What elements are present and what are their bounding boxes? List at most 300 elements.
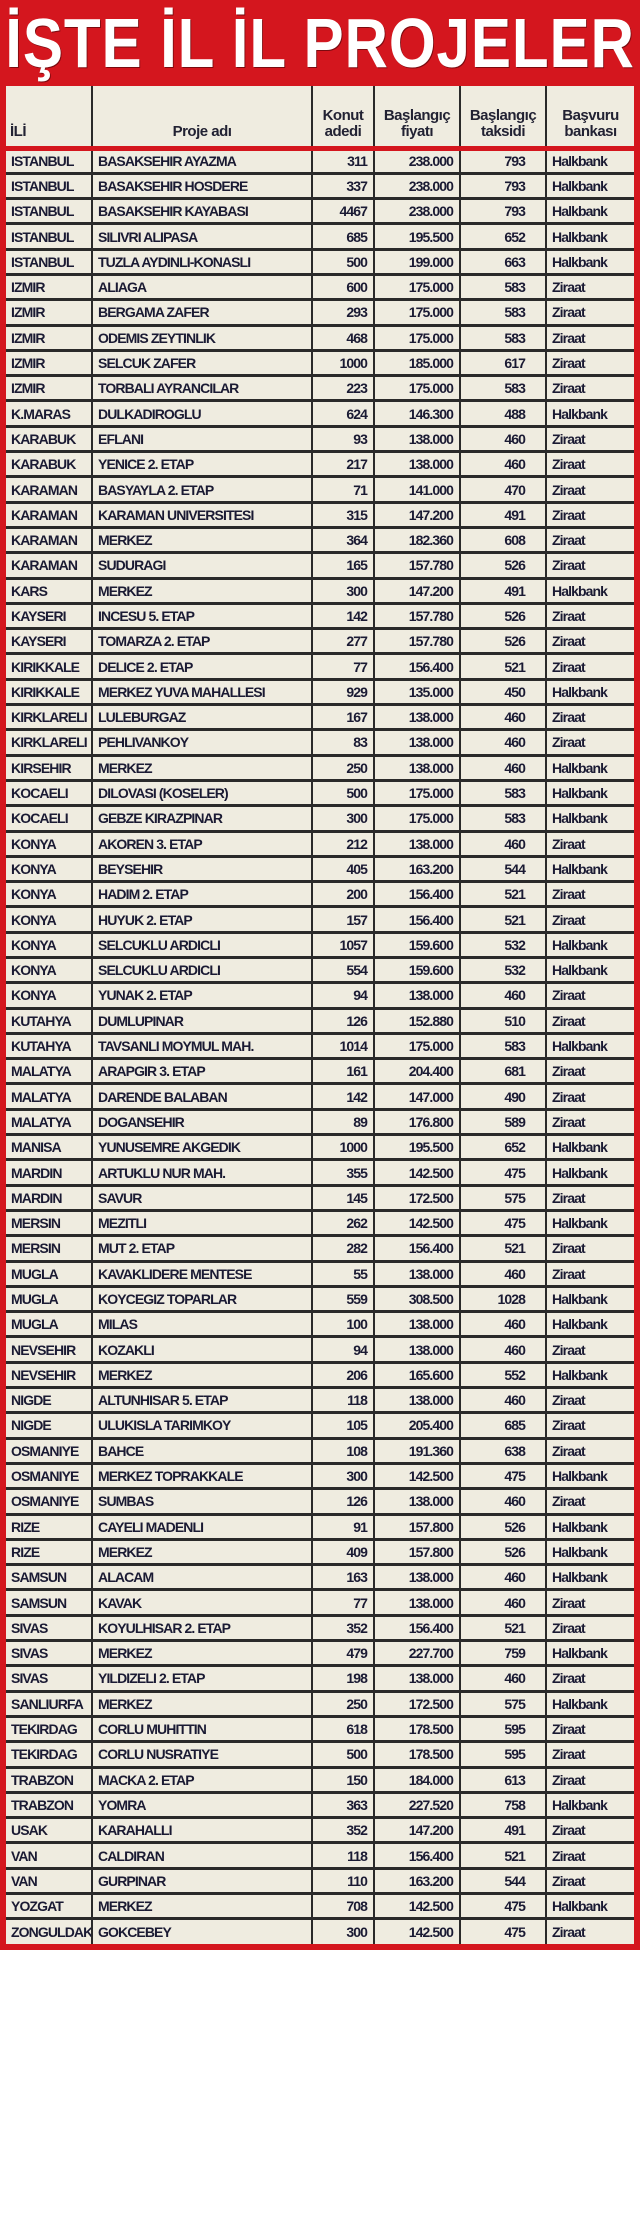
table-row bbox=[6, 1463, 634, 1488]
cell-starting-installment: 758 bbox=[460, 1792, 546, 1817]
cell-starting-price: 163.200 bbox=[374, 856, 460, 881]
cell-province: TRABZON bbox=[6, 1767, 92, 1792]
cell-starting-price: 172.500 bbox=[374, 1185, 460, 1210]
cell-starting-price: 178.500 bbox=[374, 1716, 460, 1741]
cell-province: KARABUK bbox=[6, 452, 92, 477]
cell-housing-count: 94 bbox=[312, 983, 374, 1008]
cell-application-bank: Ziraat bbox=[546, 1843, 634, 1868]
cell-province: TRABZON bbox=[6, 1792, 92, 1817]
cell-starting-installment: 793 bbox=[460, 173, 546, 198]
cell-starting-price: 142.500 bbox=[374, 1160, 460, 1185]
cell-application-bank: Halkbank bbox=[546, 1286, 634, 1311]
cell-application-bank: Halkbank bbox=[546, 755, 634, 780]
cell-housing-count: 105 bbox=[312, 1413, 374, 1438]
cell-application-bank: Halkbank bbox=[546, 1463, 634, 1488]
cell-starting-installment: 583 bbox=[460, 806, 546, 831]
cell-housing-count: 468 bbox=[312, 325, 374, 350]
cell-project-name: TAVSANLI MOYMUL MAH. bbox=[92, 1033, 312, 1058]
cell-application-bank: Halkbank bbox=[546, 1362, 634, 1387]
cell-starting-price: 146.300 bbox=[374, 401, 460, 426]
cell-project-name: KARAHALLI bbox=[92, 1818, 312, 1843]
cell-starting-price: 159.600 bbox=[374, 958, 460, 983]
cell-province: KARAMAN bbox=[6, 477, 92, 502]
cell-starting-installment: 475 bbox=[460, 1893, 546, 1918]
cell-application-bank: Ziraat bbox=[546, 705, 634, 730]
cell-project-name: BASAKSEHIR HOSDERE bbox=[92, 173, 312, 198]
cell-project-name: TORBALI AYRANCILAR bbox=[92, 376, 312, 401]
cell-application-bank: Halkbank bbox=[546, 1641, 634, 1666]
cell-starting-installment: 583 bbox=[460, 274, 546, 299]
table-row bbox=[6, 780, 634, 805]
cell-starting-price: 138.000 bbox=[374, 1590, 460, 1615]
cell-province: SIVAS bbox=[6, 1641, 92, 1666]
cell-housing-count: 479 bbox=[312, 1641, 374, 1666]
cell-application-bank: Ziraat bbox=[546, 654, 634, 679]
cell-province: KONYA bbox=[6, 932, 92, 957]
table-row bbox=[6, 1059, 634, 1084]
cell-project-name: CAYELI MADENLI bbox=[92, 1514, 312, 1539]
table-row bbox=[6, 502, 634, 527]
table-row bbox=[6, 173, 634, 198]
cell-province: IZMIR bbox=[6, 376, 92, 401]
table-row bbox=[6, 1919, 634, 1944]
cell-starting-installment: 652 bbox=[460, 224, 546, 249]
cell-application-bank: Ziraat bbox=[546, 527, 634, 552]
cell-starting-installment: 526 bbox=[460, 1514, 546, 1539]
cell-application-bank: Ziraat bbox=[546, 1337, 634, 1362]
cell-province: IZMIR bbox=[6, 325, 92, 350]
cell-starting-installment: 652 bbox=[460, 1135, 546, 1160]
cell-starting-installment: 575 bbox=[460, 1185, 546, 1210]
cell-province: K.MARAS bbox=[6, 401, 92, 426]
cell-housing-count: 409 bbox=[312, 1539, 374, 1564]
cell-starting-price: 142.500 bbox=[374, 1919, 460, 1944]
table-row bbox=[6, 1261, 634, 1286]
cell-housing-count: 300 bbox=[312, 1463, 374, 1488]
cell-province: MUGLA bbox=[6, 1261, 92, 1286]
cell-project-name: ALIAGA bbox=[92, 274, 312, 299]
cell-starting-installment: 475 bbox=[460, 1919, 546, 1944]
cell-starting-installment: 488 bbox=[460, 401, 546, 426]
cell-starting-installment: 532 bbox=[460, 958, 546, 983]
cell-province: MARDIN bbox=[6, 1185, 92, 1210]
cell-starting-price: 157.780 bbox=[374, 603, 460, 628]
cell-starting-price: 156.400 bbox=[374, 1236, 460, 1261]
cell-project-name: BASAKSEHIR KAYABASI bbox=[92, 199, 312, 224]
cell-application-bank: Halkbank bbox=[546, 932, 634, 957]
cell-province: MERSIN bbox=[6, 1236, 92, 1261]
cell-starting-price: 163.200 bbox=[374, 1868, 460, 1893]
cell-housing-count: 554 bbox=[312, 958, 374, 983]
cell-province: KONYA bbox=[6, 831, 92, 856]
cell-application-bank: Ziraat bbox=[546, 1666, 634, 1691]
cell-project-name: TOMARZA 2. ETAP bbox=[92, 629, 312, 654]
table-row bbox=[6, 1742, 634, 1767]
cell-project-name: CORLU NUSRATIYE bbox=[92, 1742, 312, 1767]
cell-project-name: KOZAKLI bbox=[92, 1337, 312, 1362]
cell-starting-price: 138.000 bbox=[374, 831, 460, 856]
cell-province: SAMSUN bbox=[6, 1590, 92, 1615]
cell-housing-count: 83 bbox=[312, 730, 374, 755]
cell-project-name: DUMLUPINAR bbox=[92, 1008, 312, 1033]
cell-starting-price: 147.200 bbox=[374, 578, 460, 603]
cell-province: ISTANBUL bbox=[6, 173, 92, 198]
cell-province: KARAMAN bbox=[6, 553, 92, 578]
table-row bbox=[6, 1135, 634, 1160]
cell-project-name: LULEBURGAZ bbox=[92, 705, 312, 730]
cell-starting-installment: 793 bbox=[460, 199, 546, 224]
cell-starting-installment: 663 bbox=[460, 249, 546, 274]
cell-application-bank: Halkbank bbox=[546, 806, 634, 831]
cell-starting-price: 308.500 bbox=[374, 1286, 460, 1311]
header-province: İLİ bbox=[6, 86, 92, 148]
cell-project-name: SELCUKLU ARDICLI bbox=[92, 932, 312, 957]
cell-application-bank: Ziraat bbox=[546, 477, 634, 502]
cell-starting-price: 238.000 bbox=[374, 199, 460, 224]
cell-housing-count: 212 bbox=[312, 831, 374, 856]
cell-starting-price: 175.000 bbox=[374, 376, 460, 401]
cell-province: IZMIR bbox=[6, 300, 92, 325]
cell-housing-count: 198 bbox=[312, 1666, 374, 1691]
table-row bbox=[6, 376, 634, 401]
cell-project-name: GOKCEBEY bbox=[92, 1919, 312, 1944]
cell-province: ISTANBUL bbox=[6, 199, 92, 224]
table-row bbox=[6, 856, 634, 881]
cell-application-bank: Ziraat bbox=[546, 1261, 634, 1286]
cell-starting-price: 175.000 bbox=[374, 1033, 460, 1058]
cell-starting-price: 175.000 bbox=[374, 780, 460, 805]
table-row bbox=[6, 983, 634, 1008]
cell-application-bank: Ziraat bbox=[546, 1413, 634, 1438]
cell-starting-installment: 526 bbox=[460, 553, 546, 578]
cell-project-name: BERGAMA ZAFER bbox=[92, 300, 312, 325]
cell-starting-installment: 491 bbox=[460, 578, 546, 603]
cell-starting-price: 175.000 bbox=[374, 325, 460, 350]
cell-starting-installment: 575 bbox=[460, 1691, 546, 1716]
cell-starting-price: 152.880 bbox=[374, 1008, 460, 1033]
table-row bbox=[6, 1286, 634, 1311]
cell-housing-count: 217 bbox=[312, 452, 374, 477]
table-row bbox=[6, 1641, 634, 1666]
cell-starting-price: 138.000 bbox=[374, 1666, 460, 1691]
table-row bbox=[6, 148, 634, 173]
cell-project-name: BEYSEHIR bbox=[92, 856, 312, 881]
cell-starting-installment: 589 bbox=[460, 1109, 546, 1134]
cell-province: TEKIRDAG bbox=[6, 1716, 92, 1741]
cell-application-bank: Halkbank bbox=[546, 1514, 634, 1539]
cell-province: SIVAS bbox=[6, 1666, 92, 1691]
cell-housing-count: 363 bbox=[312, 1792, 374, 1817]
cell-housing-count: 685 bbox=[312, 224, 374, 249]
cell-application-bank: Ziraat bbox=[546, 831, 634, 856]
cell-starting-price: 227.520 bbox=[374, 1792, 460, 1817]
cell-project-name: CALDIRAN bbox=[92, 1843, 312, 1868]
cell-housing-count: 157 bbox=[312, 907, 374, 932]
cell-application-bank: Halkbank bbox=[546, 401, 634, 426]
cell-starting-installment: 460 bbox=[460, 452, 546, 477]
cell-application-bank: Ziraat bbox=[546, 1919, 634, 1944]
cell-province: KARAMAN bbox=[6, 527, 92, 552]
cell-starting-price: 238.000 bbox=[374, 148, 460, 173]
cell-application-bank: Halkbank bbox=[546, 1691, 634, 1716]
cell-starting-price: 157.800 bbox=[374, 1539, 460, 1564]
cell-starting-installment: 552 bbox=[460, 1362, 546, 1387]
cell-housing-count: 618 bbox=[312, 1716, 374, 1741]
cell-application-bank: Ziraat bbox=[546, 1185, 634, 1210]
cell-starting-installment: 521 bbox=[460, 1236, 546, 1261]
header-project-name: Proje adı bbox=[92, 86, 312, 148]
header-starting-installment: Başlangıç taksidi bbox=[460, 86, 546, 148]
projects-table bbox=[6, 86, 634, 1944]
table-row bbox=[6, 274, 634, 299]
cell-housing-count: 77 bbox=[312, 654, 374, 679]
cell-province: KAYSERI bbox=[6, 629, 92, 654]
cell-housing-count: 206 bbox=[312, 1362, 374, 1387]
cell-application-bank: Ziraat bbox=[546, 452, 634, 477]
cell-project-name: MEZITLI bbox=[92, 1210, 312, 1235]
cell-application-bank: Ziraat bbox=[546, 426, 634, 451]
table-row bbox=[6, 603, 634, 628]
cell-starting-price: 138.000 bbox=[374, 452, 460, 477]
cell-application-bank: Halkbank bbox=[546, 578, 634, 603]
cell-starting-price: 157.780 bbox=[374, 629, 460, 654]
cell-province: KONYA bbox=[6, 958, 92, 983]
cell-starting-installment: 460 bbox=[460, 1565, 546, 1590]
cell-starting-price: 176.800 bbox=[374, 1109, 460, 1134]
cell-province: KONYA bbox=[6, 907, 92, 932]
cell-application-bank: Ziraat bbox=[546, 502, 634, 527]
cell-starting-price: 141.000 bbox=[374, 477, 460, 502]
cell-application-bank: Ziraat bbox=[546, 1388, 634, 1413]
cell-starting-price: 142.500 bbox=[374, 1463, 460, 1488]
cell-housing-count: 1057 bbox=[312, 932, 374, 957]
cell-starting-installment: 759 bbox=[460, 1641, 546, 1666]
cell-starting-price: 156.400 bbox=[374, 654, 460, 679]
table-row bbox=[6, 1033, 634, 1058]
cell-application-bank: Halkbank bbox=[546, 780, 634, 805]
cell-starting-price: 147.200 bbox=[374, 502, 460, 527]
table-row bbox=[6, 1767, 634, 1792]
cell-province: TEKIRDAG bbox=[6, 1742, 92, 1767]
cell-application-bank: Halkbank bbox=[546, 148, 634, 173]
cell-province: SAMSUN bbox=[6, 1565, 92, 1590]
cell-housing-count: 142 bbox=[312, 603, 374, 628]
table-row bbox=[6, 629, 634, 654]
cell-application-bank: Ziraat bbox=[546, 1109, 634, 1134]
cell-housing-count: 500 bbox=[312, 249, 374, 274]
table-row bbox=[6, 1843, 634, 1868]
cell-housing-count: 405 bbox=[312, 856, 374, 881]
cell-starting-installment: 460 bbox=[460, 755, 546, 780]
cell-starting-installment: 510 bbox=[460, 1008, 546, 1033]
cell-province: MALATYA bbox=[6, 1084, 92, 1109]
cell-application-bank: Halkbank bbox=[546, 1210, 634, 1235]
cell-housing-count: 77 bbox=[312, 1590, 374, 1615]
cell-project-name: BASAKSEHIR AYAZMA bbox=[92, 148, 312, 173]
cell-housing-count: 118 bbox=[312, 1388, 374, 1413]
cell-starting-price: 195.500 bbox=[374, 224, 460, 249]
cell-province: YOZGAT bbox=[6, 1893, 92, 1918]
cell-application-bank: Halkbank bbox=[546, 1033, 634, 1058]
cell-starting-price: 175.000 bbox=[374, 806, 460, 831]
table-row bbox=[6, 755, 634, 780]
cell-project-name: MERKEZ bbox=[92, 1893, 312, 1918]
table-row bbox=[6, 1312, 634, 1337]
cell-province: NIGDE bbox=[6, 1388, 92, 1413]
cell-project-name: YUNAK 2. ETAP bbox=[92, 983, 312, 1008]
cell-housing-count: 300 bbox=[312, 806, 374, 831]
cell-starting-installment: 470 bbox=[460, 477, 546, 502]
cell-project-name: BASYAYLA 2. ETAP bbox=[92, 477, 312, 502]
cell-project-name: YILDIZELI 2. ETAP bbox=[92, 1666, 312, 1691]
cell-project-name: ODEMIS ZEYTINLIK bbox=[92, 325, 312, 350]
cell-starting-price: 184.000 bbox=[374, 1767, 460, 1792]
cell-application-bank: Ziraat bbox=[546, 1767, 634, 1792]
table-row bbox=[6, 1489, 634, 1514]
cell-housing-count: 142 bbox=[312, 1084, 374, 1109]
cell-starting-installment: 460 bbox=[460, 1261, 546, 1286]
cell-starting-installment: 526 bbox=[460, 603, 546, 628]
cell-province: SIVAS bbox=[6, 1615, 92, 1640]
cell-starting-price: 147.200 bbox=[374, 1818, 460, 1843]
cell-application-bank: Halkbank bbox=[546, 1893, 634, 1918]
cell-housing-count: 1000 bbox=[312, 1135, 374, 1160]
cell-project-name: GEBZE KIRAZPINAR bbox=[92, 806, 312, 831]
cell-housing-count: 282 bbox=[312, 1236, 374, 1261]
cell-housing-count: 311 bbox=[312, 148, 374, 173]
table-row bbox=[6, 1388, 634, 1413]
cell-project-name: MERKEZ TOPRAKKALE bbox=[92, 1463, 312, 1488]
cell-application-bank: Ziraat bbox=[546, 1489, 634, 1514]
cell-province: KIRKLARELI bbox=[6, 730, 92, 755]
cell-housing-count: 110 bbox=[312, 1868, 374, 1893]
cell-starting-price: 238.000 bbox=[374, 173, 460, 198]
table-row bbox=[6, 1666, 634, 1691]
cell-housing-count: 277 bbox=[312, 629, 374, 654]
table-row bbox=[6, 553, 634, 578]
cell-province: MANISA bbox=[6, 1135, 92, 1160]
cell-housing-count: 1014 bbox=[312, 1033, 374, 1058]
table-row bbox=[6, 1210, 634, 1235]
cell-starting-installment: 521 bbox=[460, 882, 546, 907]
cell-starting-price: 175.000 bbox=[374, 300, 460, 325]
cell-province: OSMANIYE bbox=[6, 1489, 92, 1514]
cell-starting-price: 138.000 bbox=[374, 1261, 460, 1286]
table-row bbox=[6, 705, 634, 730]
cell-application-bank: Ziraat bbox=[546, 350, 634, 375]
cell-application-bank: Ziraat bbox=[546, 1716, 634, 1741]
cell-application-bank: Ziraat bbox=[546, 1236, 634, 1261]
cell-housing-count: 150 bbox=[312, 1767, 374, 1792]
cell-province: KUTAHYA bbox=[6, 1008, 92, 1033]
table-row bbox=[6, 1185, 634, 1210]
cell-housing-count: 71 bbox=[312, 477, 374, 502]
table-row bbox=[6, 1716, 634, 1741]
table-row bbox=[6, 831, 634, 856]
cell-starting-installment: 460 bbox=[460, 730, 546, 755]
cell-application-bank: Halkbank bbox=[546, 856, 634, 881]
cell-starting-installment: 521 bbox=[460, 1843, 546, 1868]
cell-project-name: KAVAKLIDERE MENTESE bbox=[92, 1261, 312, 1286]
cell-application-bank: Ziraat bbox=[546, 1084, 634, 1109]
cell-starting-installment: 450 bbox=[460, 679, 546, 704]
table-row bbox=[6, 679, 634, 704]
cell-starting-price: 204.400 bbox=[374, 1059, 460, 1084]
table-row bbox=[6, 1008, 634, 1033]
cell-starting-price: 191.360 bbox=[374, 1438, 460, 1463]
cell-starting-installment: 475 bbox=[460, 1210, 546, 1235]
header-housing-count: Konut adedi bbox=[312, 86, 374, 148]
title-band bbox=[0, 0, 640, 86]
cell-starting-installment: 475 bbox=[460, 1160, 546, 1185]
cell-housing-count: 300 bbox=[312, 1919, 374, 1944]
table-row bbox=[6, 1337, 634, 1362]
cell-application-bank: Ziraat bbox=[546, 1615, 634, 1640]
cell-province: KAYSERI bbox=[6, 603, 92, 628]
cell-starting-price: 199.000 bbox=[374, 249, 460, 274]
table-row bbox=[6, 907, 634, 932]
cell-housing-count: 91 bbox=[312, 1514, 374, 1539]
cell-housing-count: 500 bbox=[312, 780, 374, 805]
cell-application-bank: Ziraat bbox=[546, 274, 634, 299]
cell-starting-installment: 1028 bbox=[460, 1286, 546, 1311]
cell-project-name: MERKEZ bbox=[92, 1641, 312, 1666]
cell-province: USAK bbox=[6, 1818, 92, 1843]
cell-province: ISTANBUL bbox=[6, 249, 92, 274]
cell-project-name: SUDURAGI bbox=[92, 553, 312, 578]
cell-project-name: SELCUKLU ARDICLI bbox=[92, 958, 312, 983]
cell-housing-count: 167 bbox=[312, 705, 374, 730]
table-row bbox=[6, 1792, 634, 1817]
cell-starting-installment: 521 bbox=[460, 1615, 546, 1640]
cell-starting-price: 138.000 bbox=[374, 1337, 460, 1362]
cell-province: MALATYA bbox=[6, 1059, 92, 1084]
cell-application-bank: Halkbank bbox=[546, 1565, 634, 1590]
cell-project-name: ARAPGIR 3. ETAP bbox=[92, 1059, 312, 1084]
cell-housing-count: 108 bbox=[312, 1438, 374, 1463]
cell-housing-count: 161 bbox=[312, 1059, 374, 1084]
cell-application-bank: Ziraat bbox=[546, 553, 634, 578]
cell-project-name: KOYCEGIZ TOPARLAR bbox=[92, 1286, 312, 1311]
cell-starting-installment: 583 bbox=[460, 780, 546, 805]
cell-province: IZMIR bbox=[6, 274, 92, 299]
cell-starting-installment: 490 bbox=[460, 1084, 546, 1109]
cell-application-bank: Halkbank bbox=[546, 1792, 634, 1817]
cell-application-bank: Ziraat bbox=[546, 1438, 634, 1463]
cell-province: ISTANBUL bbox=[6, 224, 92, 249]
cell-housing-count: 163 bbox=[312, 1565, 374, 1590]
header-application-bank: Başvuru bankası bbox=[546, 86, 634, 148]
cell-housing-count: 4467 bbox=[312, 199, 374, 224]
table-body bbox=[6, 148, 634, 1944]
cell-starting-price: 178.500 bbox=[374, 1742, 460, 1767]
cell-starting-price: 195.500 bbox=[374, 1135, 460, 1160]
cell-starting-price: 175.000 bbox=[374, 274, 460, 299]
cell-project-name: ALACAM bbox=[92, 1565, 312, 1590]
cell-housing-count: 352 bbox=[312, 1615, 374, 1640]
cell-application-bank: Ziraat bbox=[546, 983, 634, 1008]
table-row bbox=[6, 654, 634, 679]
cell-application-bank: Ziraat bbox=[546, 300, 634, 325]
cell-application-bank: Ziraat bbox=[546, 1742, 634, 1767]
cell-starting-price: 138.000 bbox=[374, 1312, 460, 1337]
cell-housing-count: 118 bbox=[312, 1843, 374, 1868]
cell-housing-count: 200 bbox=[312, 882, 374, 907]
cell-starting-price: 138.000 bbox=[374, 426, 460, 451]
cell-project-name: DOGANSEHIR bbox=[92, 1109, 312, 1134]
cell-province: VAN bbox=[6, 1868, 92, 1893]
cell-application-bank: Halkbank bbox=[546, 1539, 634, 1564]
